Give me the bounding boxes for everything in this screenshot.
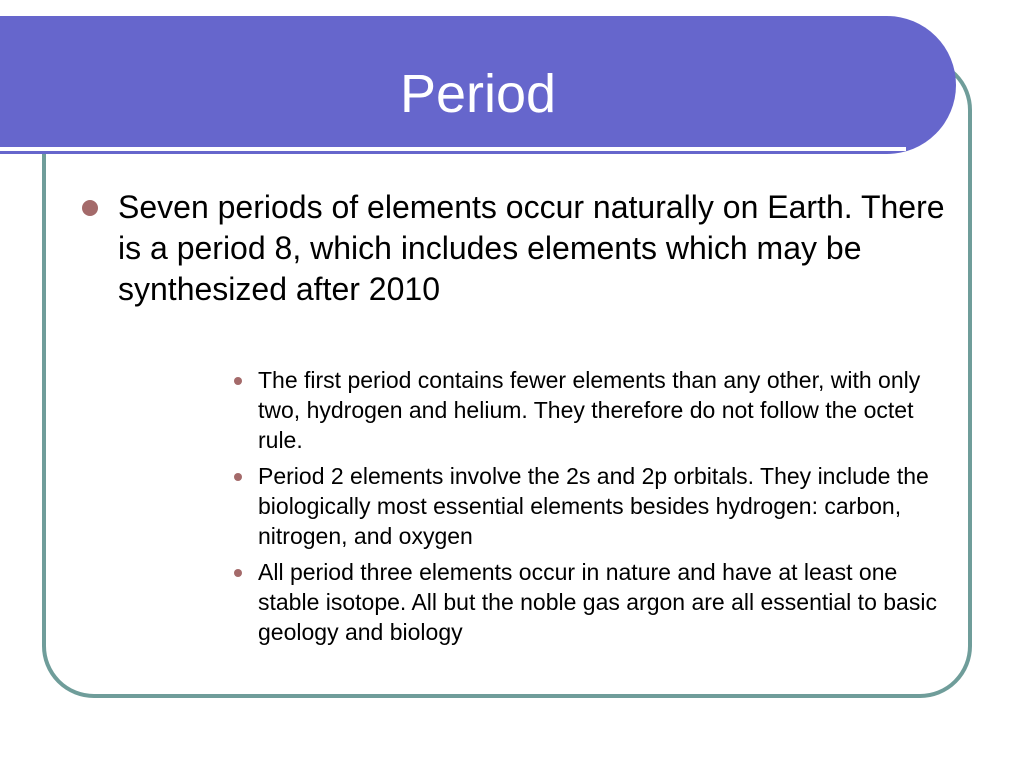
title-underline (0, 147, 906, 151)
sub-bullet-item (258, 365, 948, 455)
bullet-dot-icon (82, 200, 98, 216)
bullet-dot-icon (234, 569, 242, 577)
sub-bullet-text: The first period contains fewer elements than any other, with only two, hydrogen and helium. They therefore do not follow the octet rule. (258, 367, 921, 453)
slide-title: Period (399, 64, 557, 124)
sub-bullet-item (258, 461, 948, 551)
main-bullet-text: Seven periods of elements occur naturally on Earth. There is a period 8, which includes elements which may be synthesized after 2010 (118, 189, 945, 307)
bullet-dot-icon (234, 473, 242, 481)
sub-bullet-text: Period 2 elements involve the 2s and 2p orbitals. They include the biologically most essential elements besides hydrogen: carbon, nitrogen, and oxygen (258, 463, 929, 549)
sub-bullet-list (258, 365, 948, 653)
sub-bullet-text: All period three elements occur in nature and have at least one stable isotope. All but the noble gas argon are all essential to basic geology and biology (258, 559, 937, 645)
title-banner (0, 16, 956, 154)
sub-bullet-item (258, 557, 948, 647)
bullet-dot-icon (234, 377, 242, 385)
